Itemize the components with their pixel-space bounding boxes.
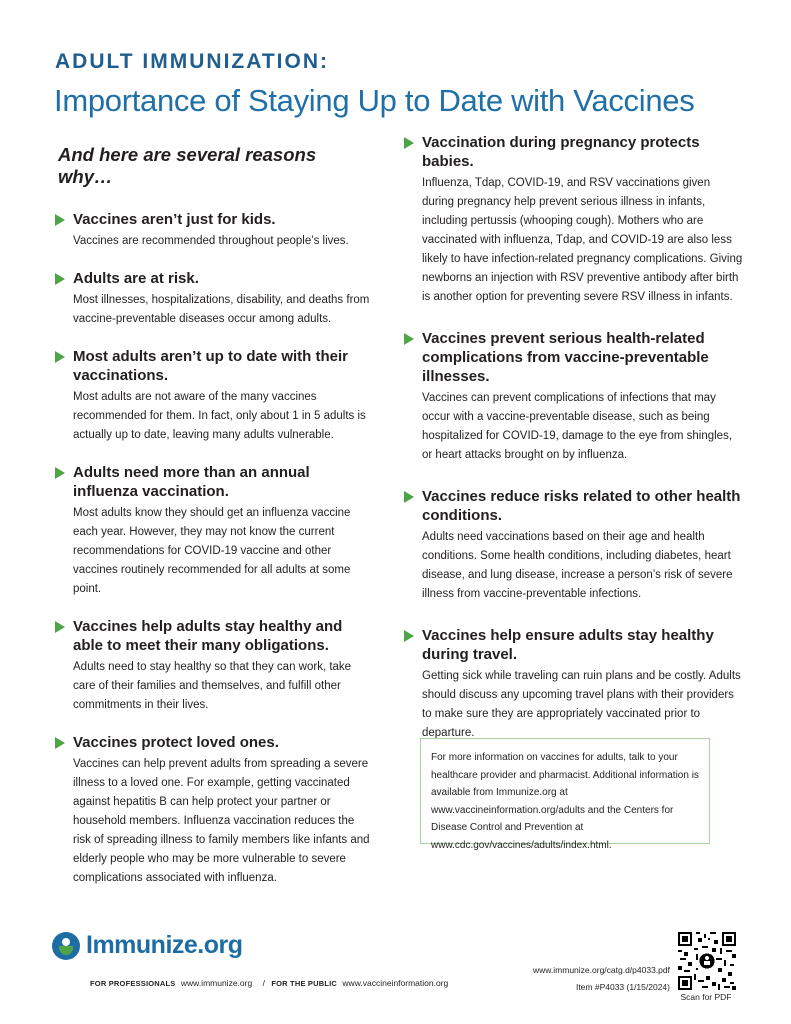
reason-body: Most illnesses, hospitalizations, disability, and deaths from vaccine-preventable diseases occur among adults. xyxy=(73,294,370,325)
pro-label: FOR PROFESSIONALS xyxy=(90,979,176,988)
reason-body: Adults need to stay healthy so that they can work, take care of their families and themselves, and fulfill other commitments in their lives. xyxy=(73,661,352,711)
bullet-arrow-icon xyxy=(404,333,414,345)
reason-heading: Adults need more than an annual influenza vaccination. xyxy=(73,464,310,500)
qr-caption: Scan for PDF xyxy=(680,992,732,1002)
reason-body: Adults need vaccinations based on their age and health conditions. Some health conditions, including diabetes, heart disease, and lung disease, increase a person’s risk of severe illness from vaccine-preventable infections. xyxy=(422,531,733,600)
public-link[interactable]: www.vaccineinformation.org xyxy=(342,978,449,988)
reason-item xyxy=(55,733,375,888)
reason-item xyxy=(55,617,375,715)
bullet-arrow-icon xyxy=(55,214,65,226)
reason-item xyxy=(404,487,744,604)
reason-body: Most adults know they should get an influenza vaccine each year. However, they may not know the current recommendations for COVID-19 vaccine and other vaccines routinely recommended for all adults at some point. xyxy=(73,507,351,595)
right-column xyxy=(404,133,744,765)
bullet-arrow-icon xyxy=(404,137,414,149)
footer-doc-info xyxy=(480,962,670,996)
reason-body: Vaccines can help prevent adults from spreading a severe illness to a loved one. For example, getting vaccinated against hepatitis B can help protect your partner or household members. Influenza vaccination reduces the risk of spreading illness to family members like infants and elderly people who may be more vulnerable to severe complications associated with influenza. xyxy=(73,758,370,884)
reason-heading: Vaccines help ensure adults stay healthy during travel. xyxy=(422,627,714,663)
reason-heading: Vaccines help adults stay healthy and able to meet their many obligations. xyxy=(73,618,343,654)
bullet-arrow-icon xyxy=(404,491,414,503)
bullet-arrow-icon xyxy=(55,273,65,285)
bullet-arrow-icon xyxy=(55,737,65,749)
reason-heading: Vaccines aren’t just for kids. xyxy=(73,211,276,228)
reason-body: Getting sick while traveling can ruin plans and be costly. Adults should discuss any upcoming travel plans with their providers to make sure they are appropriately vaccinated prior to departure. xyxy=(422,670,741,739)
bullet-arrow-icon xyxy=(404,630,414,642)
footer-separator: / xyxy=(262,978,265,988)
reason-item xyxy=(404,329,744,465)
left-column xyxy=(55,138,375,906)
bullet-arrow-icon xyxy=(55,467,65,479)
reason-item xyxy=(404,133,744,307)
immunize-logo-icon xyxy=(52,932,80,960)
reason-heading: Vaccines reduce risks related to other health conditions. xyxy=(422,488,741,524)
reason-heading: Adults are at risk. xyxy=(73,270,199,287)
item-number: Item #P4033 (1/15/2024) xyxy=(575,982,670,992)
reason-item xyxy=(55,210,375,251)
reason-heading: Vaccination during pregnancy protects babies. xyxy=(422,134,700,170)
intro-text: And here are several reasons why… xyxy=(58,144,317,187)
page-title: Importance of Staying Up to Date with Vaccines xyxy=(54,83,695,118)
reason-body: Influenza, Tdap, COVID-19, and RSV vaccinations given during pregnancy help prevent serious illness in infants, including pertussis (whooping cough). Mothers who are vaccinated with influenza, Tdap, and COVID-19 are also less likely to have infection-related pregnancy complications. Giving newborns an injection with RSV preventive antibody after birth is another option for preventing severe RSV illness in infants. xyxy=(422,177,743,303)
reason-body: Vaccines are recommended throughout people’s lives. xyxy=(73,235,349,247)
reason-item xyxy=(55,347,375,445)
reason-item xyxy=(55,269,375,329)
reason-item xyxy=(404,626,744,743)
public-label: FOR THE PUBLIC xyxy=(271,979,338,988)
more-info-box: For more information on vaccines for adults, talk to your healthcare provider and pharmacist. Additional information is available from Immunize.org at www.vaccineinformation.org/adults and the Centers for Disease Control and Prevention at www.cdc.gov/vaccines/adults/index.html. xyxy=(420,738,710,844)
reason-heading: Vaccines protect loved ones. xyxy=(73,734,279,751)
reason-heading: Most adults aren’t up to date with their vaccinations. xyxy=(73,348,349,384)
immunize-logo[interactable] xyxy=(52,931,243,960)
reason-body: Most adults are not aware of the many vaccines recommended for them. In fact, only about 1 in 5 adults is actually up to date, leaving many adults vulnerable. xyxy=(73,391,366,441)
doc-url-link[interactable]: www.immunize.org/catg.d/p4033.pdf xyxy=(532,965,670,975)
logo-text: Immunize.org xyxy=(86,931,243,959)
reason-item xyxy=(55,463,375,599)
reason-heading: Vaccines prevent serious health-related complications from vaccine-preventable illnesses. xyxy=(422,330,709,385)
eyebrow-heading: ADULT IMMUNIZATION: xyxy=(55,50,330,73)
bullet-arrow-icon xyxy=(55,351,65,363)
footer-links xyxy=(90,978,452,988)
reason-body: Vaccines can prevent complications of infections that may occur with a vaccine-preventable disease, such as being hospitalized for COVID-19, damage to the eye from shingles, or heart attacks brought on by influenza. xyxy=(422,392,733,461)
qr-code-icon[interactable] xyxy=(678,932,736,990)
pro-link[interactable]: www.immunize.org xyxy=(180,978,253,988)
bullet-arrow-icon xyxy=(55,621,65,633)
